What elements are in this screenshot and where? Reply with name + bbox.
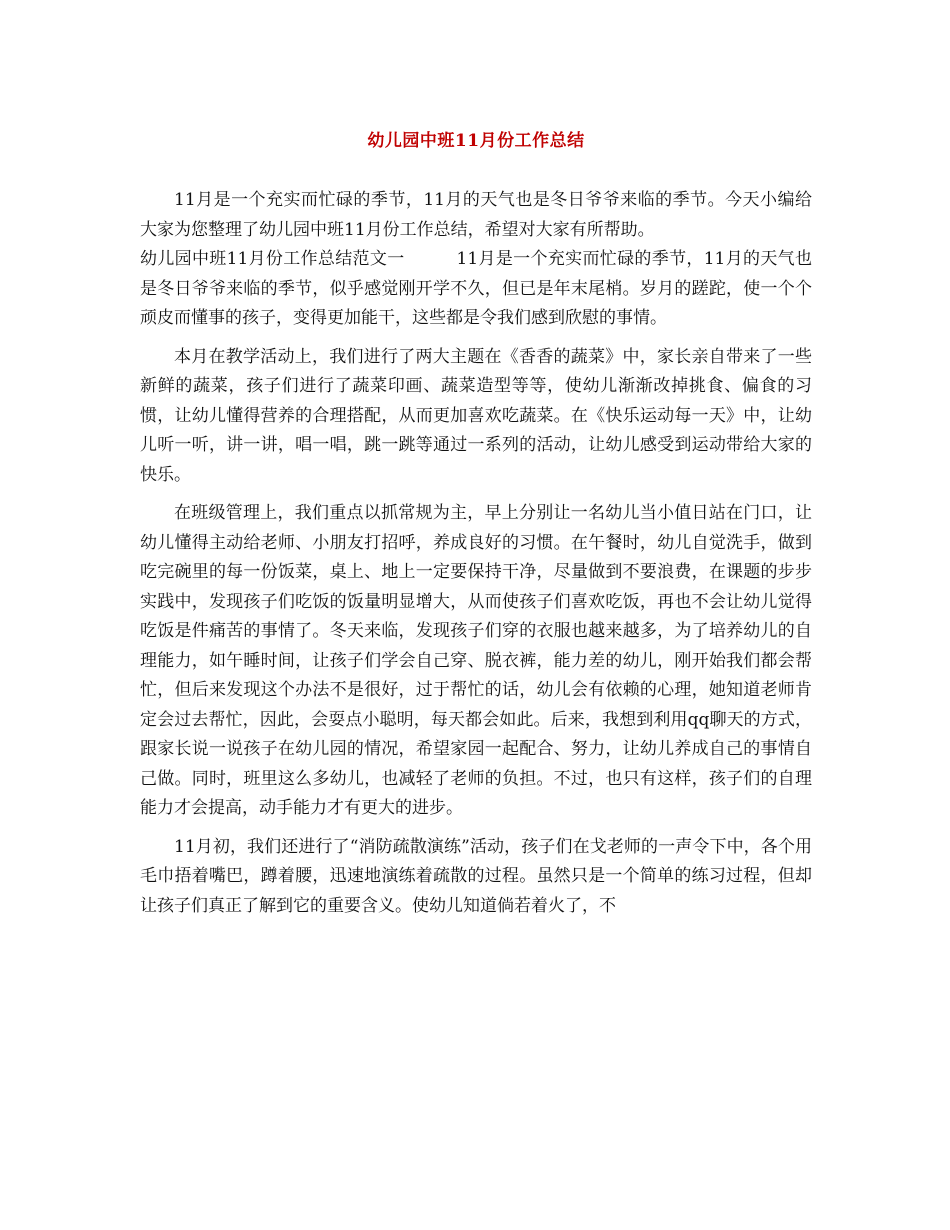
document-title: 幼儿园中班11月份工作总结	[367, 131, 585, 151]
body-paragraph-management: 在班级管理上，我们重点以抓常规为主，早上分别让一名幼儿当小值日站在门口，让幼儿懂得主动给老师、小朋友打招呼，养成良好的习惯。在午餐时，幼儿自觉洗手，做到吃完碗里的每一份饭菜，桌上、地上一定要保持干净，尽量做到不要浪费，在课题的步步实践中，发现孩子们吃饭的饭量明显增大，从而使孩子们喜欢吃饭，再也不会让幼儿觉得吃饭是件痛苦的事情了。冬天来临，发现孩子们穿的衣服也越来越多，为了培养幼儿的自理能力，如午睡时间，让孩子们学会自己穿、脱衣裤，能力差的幼儿，刚开始我们都会帮忙，但后来发现这个办法不是很好，过于帮忙的话，幼儿会有依赖的心理，她知道老师肯定会过去帮忙，因此，会耍点小聪明，每天都会如此。后来，我想到利用qq聊天的方式，跟家长说一说孩子在幼儿园的情况，希望家园一起配合、努力，让幼儿养成自己的事情自己做。同时，班里这么多幼儿，也减轻了老师的负担。不过，也只有这样，孩子们的自理能力才会提高，动手能力才有更大的进步。	[140, 503, 812, 818]
document-body	[140, 186, 812, 930]
intro-paragraph: 11月是一个充实而忙碌的季节，11月的天气也是冬日爷爷来临的季节。今天小编给大家为您整理了幼儿园中班11月份工作总结，希望对大家有所帮助。	[140, 190, 812, 240]
sample-opening-paragraph	[140, 245, 812, 334]
sample-heading: 幼儿园中班11月份工作总结范文一	[140, 249, 405, 269]
body-paragraph-teaching: 本月在教学活动上，我们进行了两大主题在《香香的蔬菜》中，家长亲自带来了一些新鲜的蔬菜，孩子们进行了蔬菜印画、蔬菜造型等等，使幼儿渐渐改掉挑食、偏食的习惯，让幼儿懂得营养的合理搭配，从而更加喜欢吃蔬菜。在《快乐运动每一天》中，让幼儿听一听，讲一讲，唱一唱，跳一跳等通过一系列的活动，让幼儿感受到运动带给大家的快乐。	[140, 346, 812, 485]
sample-opening-text: 11月是一个充实而忙碌的季节，11月的天气也是冬日爷爷来临的季节，似乎感觉刚开学不久，但已是年末尾梢。岁月的蹉跎，使一个个顽皮而懂事的孩子，变得更加能干，这些都是令我们感到欣慰的事情。	[140, 249, 812, 328]
body-paragraph-fire-drill: 11月初，我们还进行了“消防疏散演练”活动，孩子们在戈老师的一声令下中，各个用毛巾捂着嘴巴，蹲着腰，迅速地演练着疏散的过程。虽然只是一个简单的练习过程，但却让孩子们真正了解到它的重要含义。使幼儿知道倘若着火了，不	[140, 836, 812, 916]
